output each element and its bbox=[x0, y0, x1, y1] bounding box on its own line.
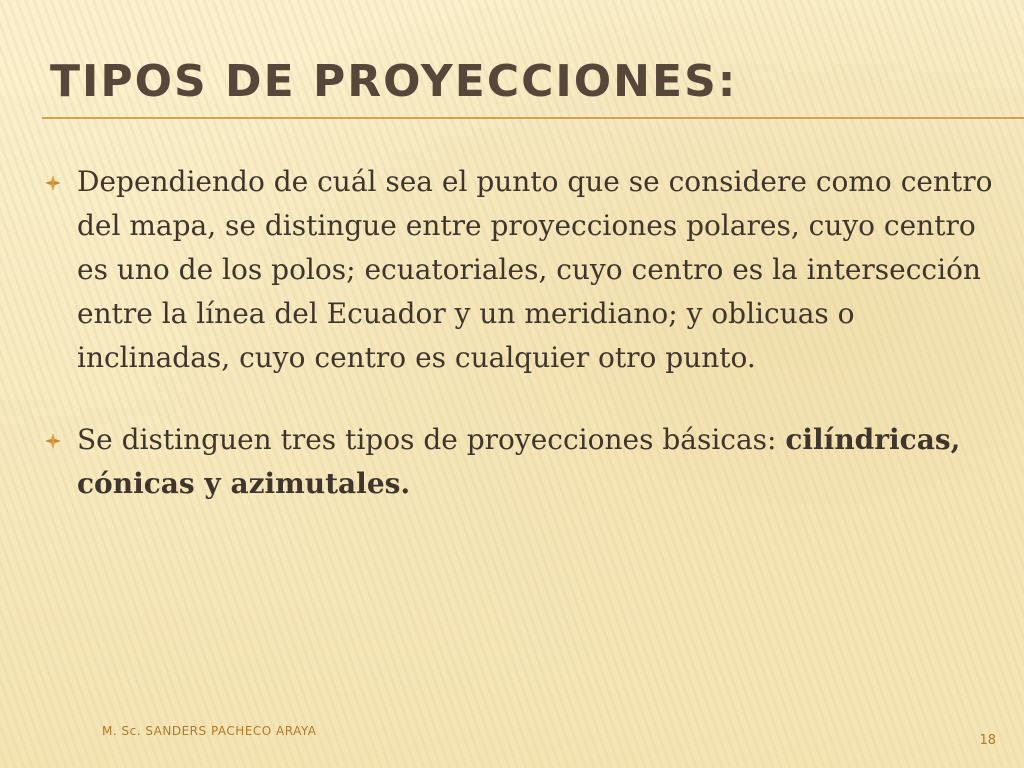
bullet-item bbox=[44, 160, 994, 380]
diamond-bullet-icon bbox=[44, 174, 62, 192]
slide-footer: M. Sc. SANDERS PACHECO ARAYA bbox=[102, 724, 317, 738]
page-number: 18 bbox=[979, 733, 996, 748]
bullet-text: Dependiendo de cuál sea el punto que se considere como centro del mapa, se distingue entre proyecciones polares, cuyo centro es uno de los polos; ecuatoriales, cuyo centro es la intersección entre la línea del Ecuador y un meridiano; y oblicuas o inclinadas, cuyo centro es cualquier otro punto. bbox=[77, 165, 993, 374]
bullet-item bbox=[44, 418, 994, 506]
title-divider bbox=[42, 117, 1024, 119]
bullet-text: Se distinguen tres tipos de proyecciones básicas: bbox=[77, 423, 786, 456]
bullet-bold-text: cilíndricas, cónicas y azimutales. bbox=[77, 423, 961, 500]
slide-content bbox=[44, 160, 994, 544]
diamond-bullet-icon bbox=[44, 432, 62, 450]
slide-title: TIPOS DE PROYECCIONES: bbox=[50, 56, 738, 107]
